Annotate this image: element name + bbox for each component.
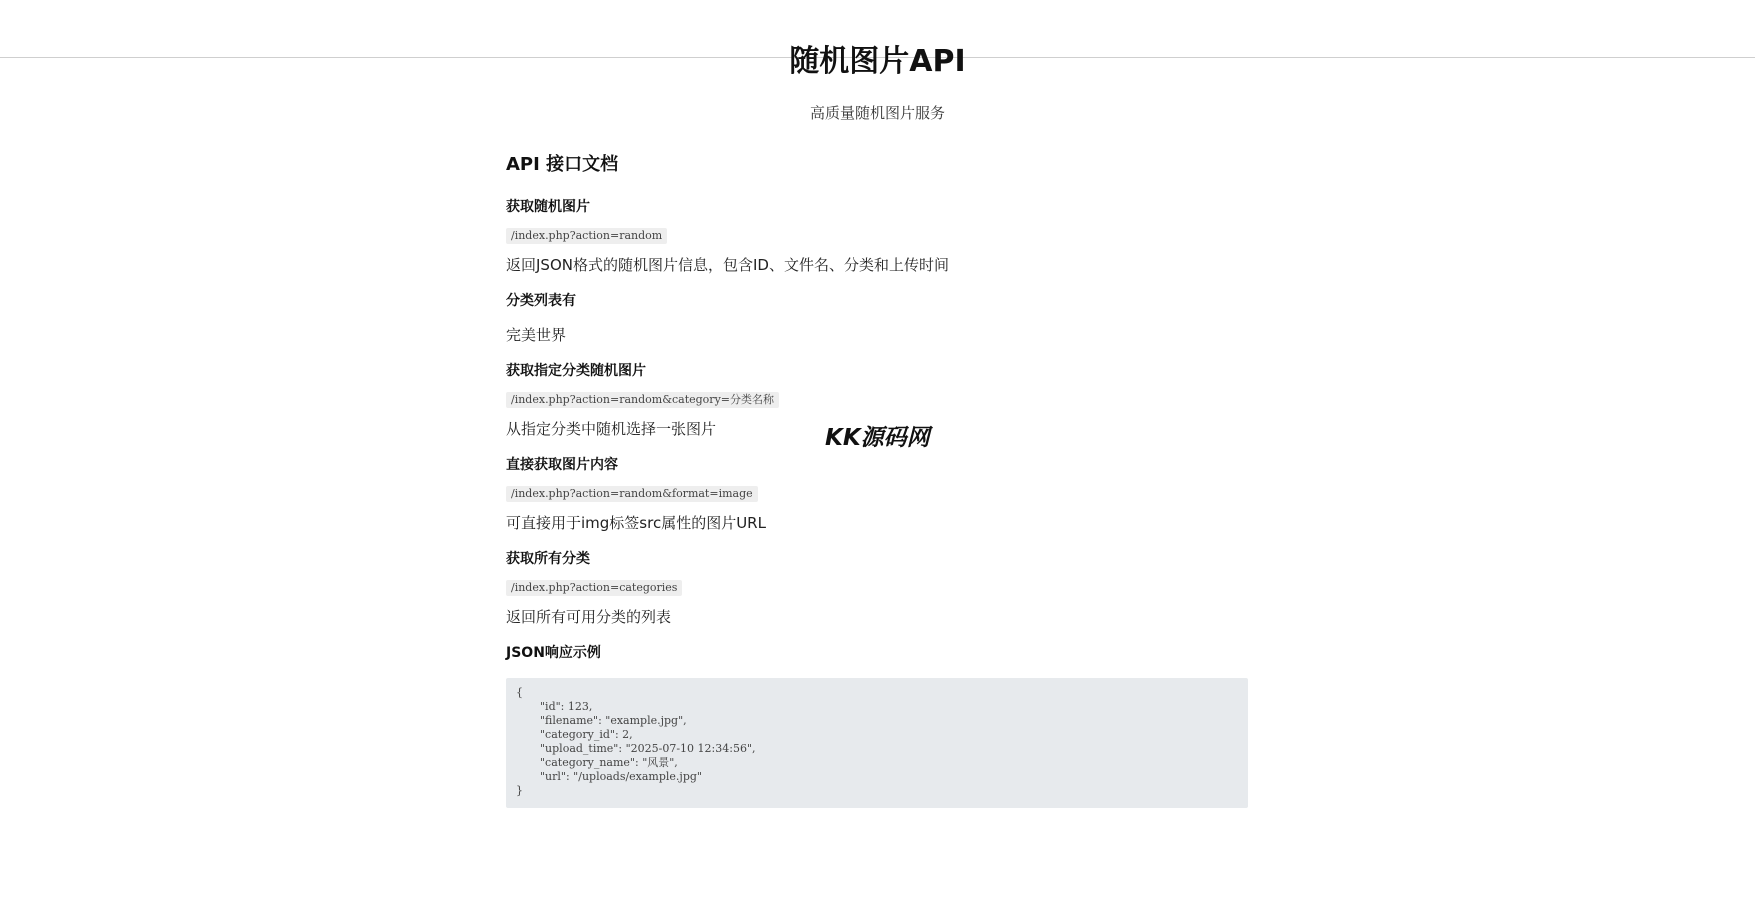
section-category-list — [506, 290, 1250, 346]
endpoint-random-by-category: /index.php?action=random&category=分类名称 — [506, 392, 779, 408]
description-all-categories: 返回所有可用分类的列表 — [506, 608, 672, 626]
section-title-random-by-category: 获取指定分类随机图片 — [506, 363, 646, 379]
section-direct-image — [506, 454, 1250, 534]
docs-heading: API 接口文档 — [506, 154, 619, 175]
section-title-json-example: JSON响应示例 — [506, 645, 601, 661]
api-docs — [506, 150, 1250, 808]
page-title: 随机图片API — [789, 44, 966, 79]
section-title-direct-image: 直接获取图片内容 — [506, 457, 618, 473]
json-line: "url": "/uploads/example.jpg" — [540, 770, 702, 783]
json-close-brace: } — [516, 784, 523, 797]
json-example-code — [506, 678, 1248, 808]
json-open-brace: { — [516, 686, 523, 699]
description-random: 返回JSON格式的随机图片信息，包含ID、文件名、分类和上传时间 — [506, 256, 949, 274]
watermark-text: KK源码网 — [825, 425, 930, 451]
section-title-category-list: 分类列表有 — [506, 293, 576, 309]
description-direct-image: 可直接用于img标签src属性的图片URL — [506, 514, 766, 532]
section-random — [506, 196, 1250, 276]
json-line: "category_id": 2, — [540, 728, 633, 741]
section-title-all-categories: 获取所有分类 — [506, 551, 590, 567]
description-random-by-category: 从指定分类中随机选择一张图片 — [506, 420, 717, 438]
json-line: "id": 123, — [540, 700, 593, 713]
endpoint-all-categories: /index.php?action=categories — [506, 580, 682, 596]
section-title-random: 获取随机图片 — [506, 199, 590, 215]
page-subtitle: 高质量随机图片服务 — [809, 104, 945, 122]
json-line: "upload_time": "2025-07-10 12:34:56", — [540, 742, 756, 755]
section-json-example — [506, 642, 1250, 808]
category-list-value: 完美世界 — [506, 326, 567, 344]
json-line: "filename": "example.jpg", — [540, 714, 687, 727]
section-all-categories — [506, 548, 1250, 628]
endpoint-direct-image: /index.php?action=random&format=image — [506, 486, 758, 502]
endpoint-random: /index.php?action=random — [506, 228, 667, 244]
json-line: "category_name": "风景", — [540, 756, 678, 769]
